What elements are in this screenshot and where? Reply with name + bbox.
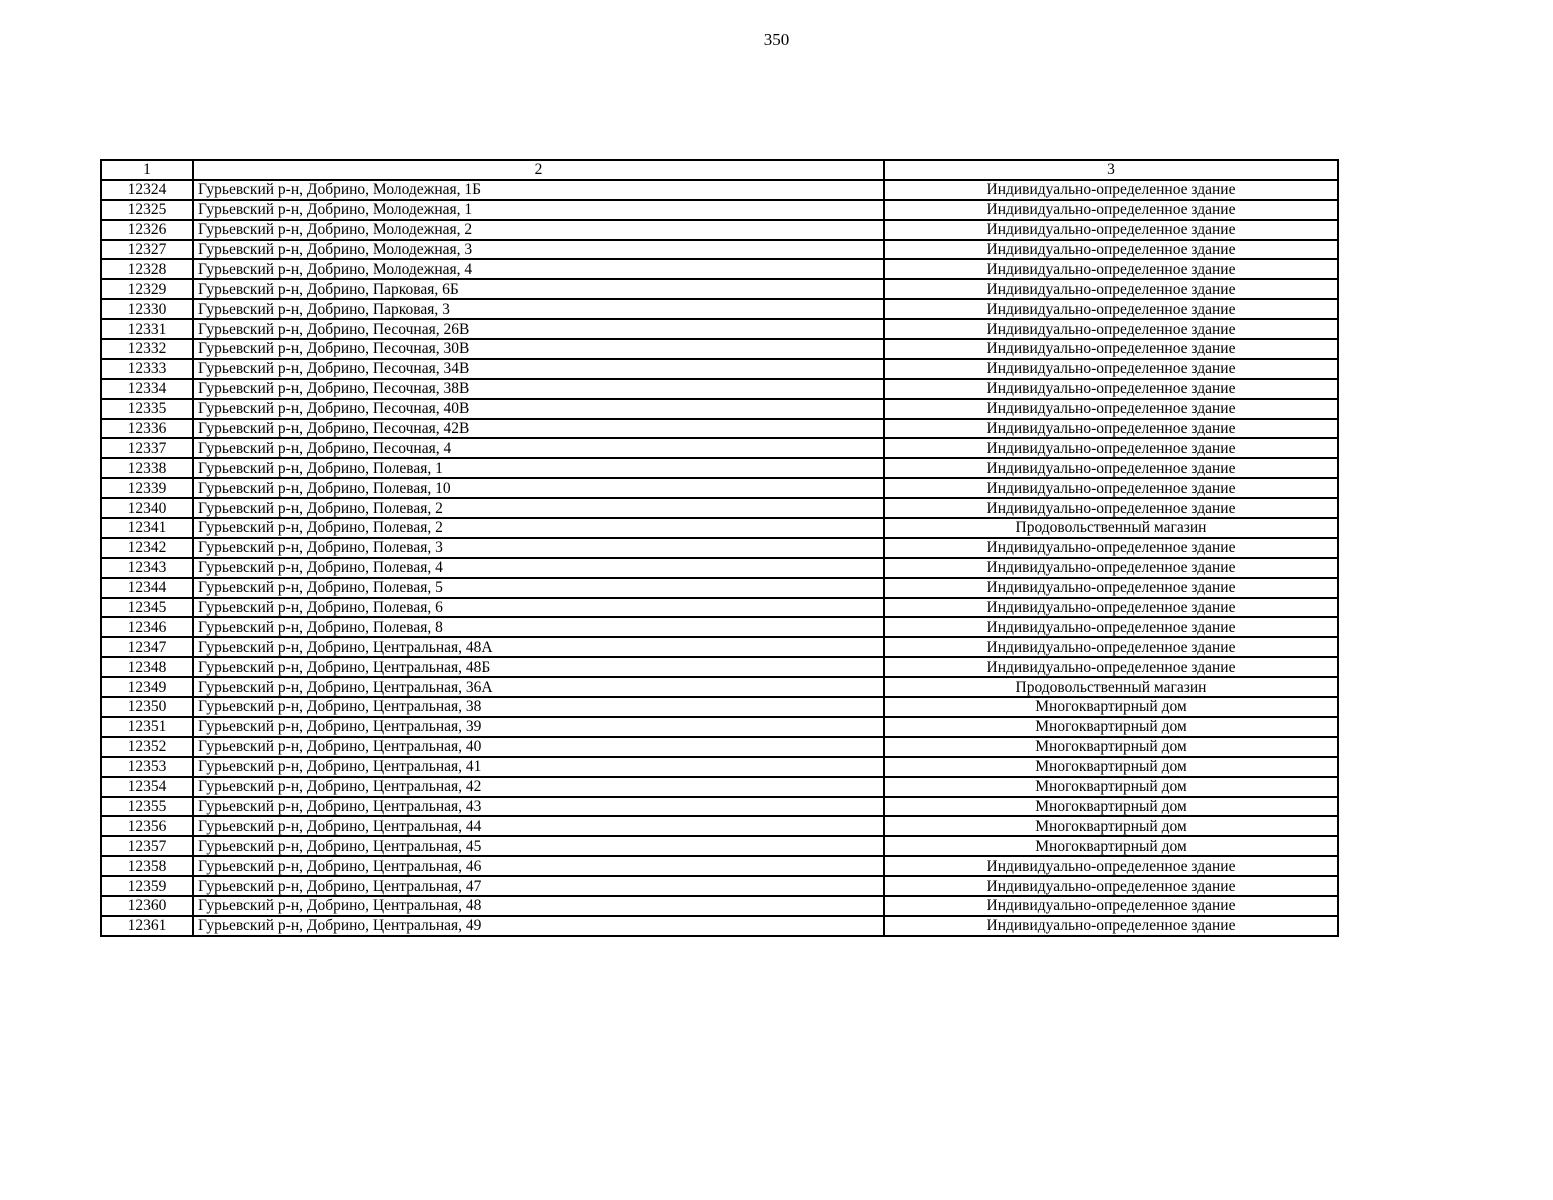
- cell-object-type: Индивидуально-определенное здание: [884, 299, 1338, 319]
- cell-address: Гурьевский р-н, Добрино, Молодежная, 1: [193, 200, 884, 220]
- cell-address: Гурьевский р-н, Добрино, Центральная, 48Б: [193, 657, 884, 677]
- cell-number: 12351: [101, 717, 193, 737]
- cell-address: Гурьевский р-н, Добрино, Молодежная, 2: [193, 220, 884, 240]
- table-row: [101, 279, 1338, 299]
- cell-object-type: Индивидуально-определенное здание: [884, 657, 1338, 677]
- table-row: [101, 578, 1338, 598]
- cell-address: Гурьевский р-н, Добрино, Полевая, 8: [193, 617, 884, 637]
- cell-number: 12355: [101, 797, 193, 817]
- table-row: [101, 836, 1338, 856]
- cell-object-type: Индивидуально-определенное здание: [884, 598, 1338, 618]
- table-row: [101, 876, 1338, 896]
- table-row: [101, 498, 1338, 518]
- cell-address: Гурьевский р-н, Добрино, Песочная, 34В: [193, 359, 884, 379]
- cell-number: 12336: [101, 419, 193, 439]
- cell-number: 12329: [101, 279, 193, 299]
- table-row: [101, 598, 1338, 618]
- cell-object-type: Индивидуально-определенное здание: [884, 617, 1338, 637]
- table-row: [101, 180, 1338, 200]
- table-row: [101, 240, 1338, 260]
- cell-object-type: Индивидуально-определенное здание: [884, 438, 1338, 458]
- cell-address: Гурьевский р-н, Добрино, Центральная, 48А: [193, 637, 884, 657]
- cell-object-type: Продовольственный магазин: [884, 518, 1338, 538]
- table-row: [101, 916, 1338, 936]
- table-row: [101, 438, 1338, 458]
- cell-number: 12346: [101, 617, 193, 637]
- page-number: 350: [763, 30, 790, 49]
- cell-object-type: Индивидуально-определенное здание: [884, 478, 1338, 498]
- cell-address: Гурьевский р-н, Добрино, Центральная, 49: [193, 916, 884, 936]
- cell-object-type: Индивидуально-определенное здание: [884, 319, 1338, 339]
- cell-object-type: Многоквартирный дом: [884, 717, 1338, 737]
- table-row: [101, 518, 1338, 538]
- cell-address: Гурьевский р-н, Добрино, Центральная, 43: [193, 797, 884, 817]
- table-row: [101, 677, 1338, 697]
- cell-address: Гурьевский р-н, Добрино, Центральная, 47: [193, 876, 884, 896]
- cell-number: 12353: [101, 757, 193, 777]
- table-row: [101, 359, 1338, 379]
- cell-address: Гурьевский р-н, Добрино, Центральная, 38: [193, 697, 884, 717]
- cell-number: 12348: [101, 657, 193, 677]
- table-row: [101, 259, 1338, 279]
- cell-address: Гурьевский р-н, Добрино, Центральная, 41: [193, 757, 884, 777]
- cell-object-type: Индивидуально-определенное здание: [884, 180, 1338, 200]
- cell-object-type: Многоквартирный дом: [884, 836, 1338, 856]
- cell-number: 12327: [101, 240, 193, 260]
- cell-object-type: Индивидуально-определенное здание: [884, 279, 1338, 299]
- table-row: [101, 657, 1338, 677]
- column-header-3: 3: [884, 160, 1338, 180]
- cell-number: 12349: [101, 677, 193, 697]
- cell-number: 12342: [101, 538, 193, 558]
- cell-address: Гурьевский р-н, Добрино, Песочная, 4: [193, 438, 884, 458]
- cell-number: 12361: [101, 916, 193, 936]
- cell-object-type: Индивидуально-определенное здание: [884, 220, 1338, 240]
- table-row: [101, 558, 1338, 578]
- cell-address: Гурьевский р-н, Добрино, Полевая, 1: [193, 458, 884, 478]
- cell-number: 12326: [101, 220, 193, 240]
- table-row: [101, 797, 1338, 817]
- cell-address: Гурьевский р-н, Добрино, Полевая, 2: [193, 518, 884, 538]
- cell-address: Гурьевский р-н, Добрино, Полевая, 4: [193, 558, 884, 578]
- cell-number: 12337: [101, 438, 193, 458]
- cell-address: Гурьевский р-н, Добрино, Центральная, 44: [193, 816, 884, 836]
- cell-number: 12334: [101, 379, 193, 399]
- cell-address: Гурьевский р-н, Добрино, Песочная, 40В: [193, 399, 884, 419]
- cell-object-type: Многоквартирный дом: [884, 757, 1338, 777]
- cell-number: 12332: [101, 339, 193, 359]
- cell-number: 12345: [101, 598, 193, 618]
- cell-address: Гурьевский р-н, Добрино, Полевая, 2: [193, 498, 884, 518]
- table-row: [101, 379, 1338, 399]
- cell-address: Гурьевский р-н, Добрино, Песочная, 26В: [193, 319, 884, 339]
- table-row: [101, 419, 1338, 439]
- cell-number: 12360: [101, 896, 193, 916]
- cell-address: Гурьевский р-н, Добрино, Молодежная, 4: [193, 259, 884, 279]
- table-row: [101, 777, 1338, 797]
- cell-number: 12343: [101, 558, 193, 578]
- cell-number: 12347: [101, 637, 193, 657]
- table-row: [101, 757, 1338, 777]
- cell-address: Гурьевский р-н, Добрино, Песочная, 42В: [193, 419, 884, 439]
- cell-object-type: Индивидуально-определенное здание: [884, 876, 1338, 896]
- cell-address: Гурьевский р-н, Добрино, Центральная, 39: [193, 717, 884, 737]
- cell-number: 12325: [101, 200, 193, 220]
- cell-address: Гурьевский р-н, Добрино, Центральная, 36А: [193, 677, 884, 697]
- cell-number: 12354: [101, 777, 193, 797]
- cell-object-type: Индивидуально-определенное здание: [884, 856, 1338, 876]
- table-row: [101, 896, 1338, 916]
- table-row: [101, 697, 1338, 717]
- cell-address: Гурьевский р-н, Добрино, Молодежная, 1Б: [193, 180, 884, 200]
- cell-object-type: Индивидуально-определенное здание: [884, 339, 1338, 359]
- cell-number: 12344: [101, 578, 193, 598]
- cell-address: Гурьевский р-н, Добрино, Песочная, 30В: [193, 339, 884, 359]
- cell-object-type: Индивидуально-определенное здание: [884, 558, 1338, 578]
- cell-object-type: Индивидуально-определенное здание: [884, 379, 1338, 399]
- cell-number: 12339: [101, 478, 193, 498]
- cell-object-type: Индивидуально-определенное здание: [884, 896, 1338, 916]
- table-header-row: [101, 160, 1338, 180]
- cell-address: Гурьевский р-н, Добрино, Молодежная, 3: [193, 240, 884, 260]
- table-row: [101, 717, 1338, 737]
- cell-number: 12359: [101, 876, 193, 896]
- column-header-1: 1: [101, 160, 193, 180]
- cell-number: 12335: [101, 399, 193, 419]
- table-row: [101, 319, 1338, 339]
- table-row: [101, 399, 1338, 419]
- cell-address: Гурьевский р-н, Добрино, Центральная, 45: [193, 836, 884, 856]
- cell-object-type: Многоквартирный дом: [884, 797, 1338, 817]
- column-header-2: 2: [193, 160, 884, 180]
- cell-number: 12324: [101, 180, 193, 200]
- cell-address: Гурьевский р-н, Добрино, Песочная, 38В: [193, 379, 884, 399]
- cell-object-type: Индивидуально-определенное здание: [884, 458, 1338, 478]
- table-row: [101, 220, 1338, 240]
- cell-object-type: Многоквартирный дом: [884, 697, 1338, 717]
- cell-number: 12330: [101, 299, 193, 319]
- cell-number: 12357: [101, 836, 193, 856]
- cell-object-type: Многоквартирный дом: [884, 777, 1338, 797]
- cell-number: 12358: [101, 856, 193, 876]
- table-row: [101, 200, 1338, 220]
- cell-number: 12350: [101, 697, 193, 717]
- data-table: [100, 159, 1339, 937]
- cell-address: Гурьевский р-н, Добрино, Парковая, 3: [193, 299, 884, 319]
- cell-object-type: Индивидуально-определенное здание: [884, 419, 1338, 439]
- table-row: [101, 856, 1338, 876]
- cell-address: Гурьевский р-н, Добрино, Центральная, 48: [193, 896, 884, 916]
- cell-object-type: Продовольственный магазин: [884, 677, 1338, 697]
- cell-number: 12352: [101, 737, 193, 757]
- cell-number: 12340: [101, 498, 193, 518]
- table-row: [101, 478, 1338, 498]
- table-body: [101, 160, 1338, 936]
- cell-number: 12341: [101, 518, 193, 538]
- cell-number: 12356: [101, 816, 193, 836]
- cell-address: Гурьевский р-н, Добрино, Центральная, 46: [193, 856, 884, 876]
- cell-object-type: Индивидуально-определенное здание: [884, 498, 1338, 518]
- cell-address: Гурьевский р-н, Добрино, Центральная, 42: [193, 777, 884, 797]
- cell-address: Гурьевский р-н, Добрино, Полевая, 6: [193, 598, 884, 618]
- table-row: [101, 617, 1338, 637]
- cell-object-type: Индивидуально-определенное здание: [884, 200, 1338, 220]
- cell-address: Гурьевский р-н, Добрино, Парковая, 6Б: [193, 279, 884, 299]
- table-row: [101, 339, 1338, 359]
- cell-address: Гурьевский р-н, Добрино, Полевая, 3: [193, 538, 884, 558]
- cell-object-type: Индивидуально-определенное здание: [884, 916, 1338, 936]
- cell-number: 12338: [101, 458, 193, 478]
- cell-object-type: Индивидуально-определенное здание: [884, 240, 1338, 260]
- cell-address: Гурьевский р-н, Добрино, Центральная, 40: [193, 737, 884, 757]
- table-row: [101, 299, 1338, 319]
- cell-number: 12328: [101, 259, 193, 279]
- cell-object-type: Индивидуально-определенное здание: [884, 637, 1338, 657]
- cell-object-type: Многоквартирный дом: [884, 737, 1338, 757]
- cell-object-type: Индивидуально-определенное здание: [884, 578, 1338, 598]
- cell-object-type: Индивидуально-определенное здание: [884, 538, 1338, 558]
- cell-number: 12331: [101, 319, 193, 339]
- table-row: [101, 816, 1338, 836]
- table-row: [101, 637, 1338, 657]
- cell-address: Гурьевский р-н, Добрино, Полевая, 5: [193, 578, 884, 598]
- cell-object-type: Многоквартирный дом: [884, 816, 1338, 836]
- table-row: [101, 538, 1338, 558]
- table-row: [101, 458, 1338, 478]
- cell-object-type: Индивидуально-определенное здание: [884, 259, 1338, 279]
- table-row: [101, 737, 1338, 757]
- cell-object-type: Индивидуально-определенное здание: [884, 359, 1338, 379]
- cell-object-type: Индивидуально-определенное здание: [884, 399, 1338, 419]
- cell-number: 12333: [101, 359, 193, 379]
- cell-address: Гурьевский р-н, Добрино, Полевая, 10: [193, 478, 884, 498]
